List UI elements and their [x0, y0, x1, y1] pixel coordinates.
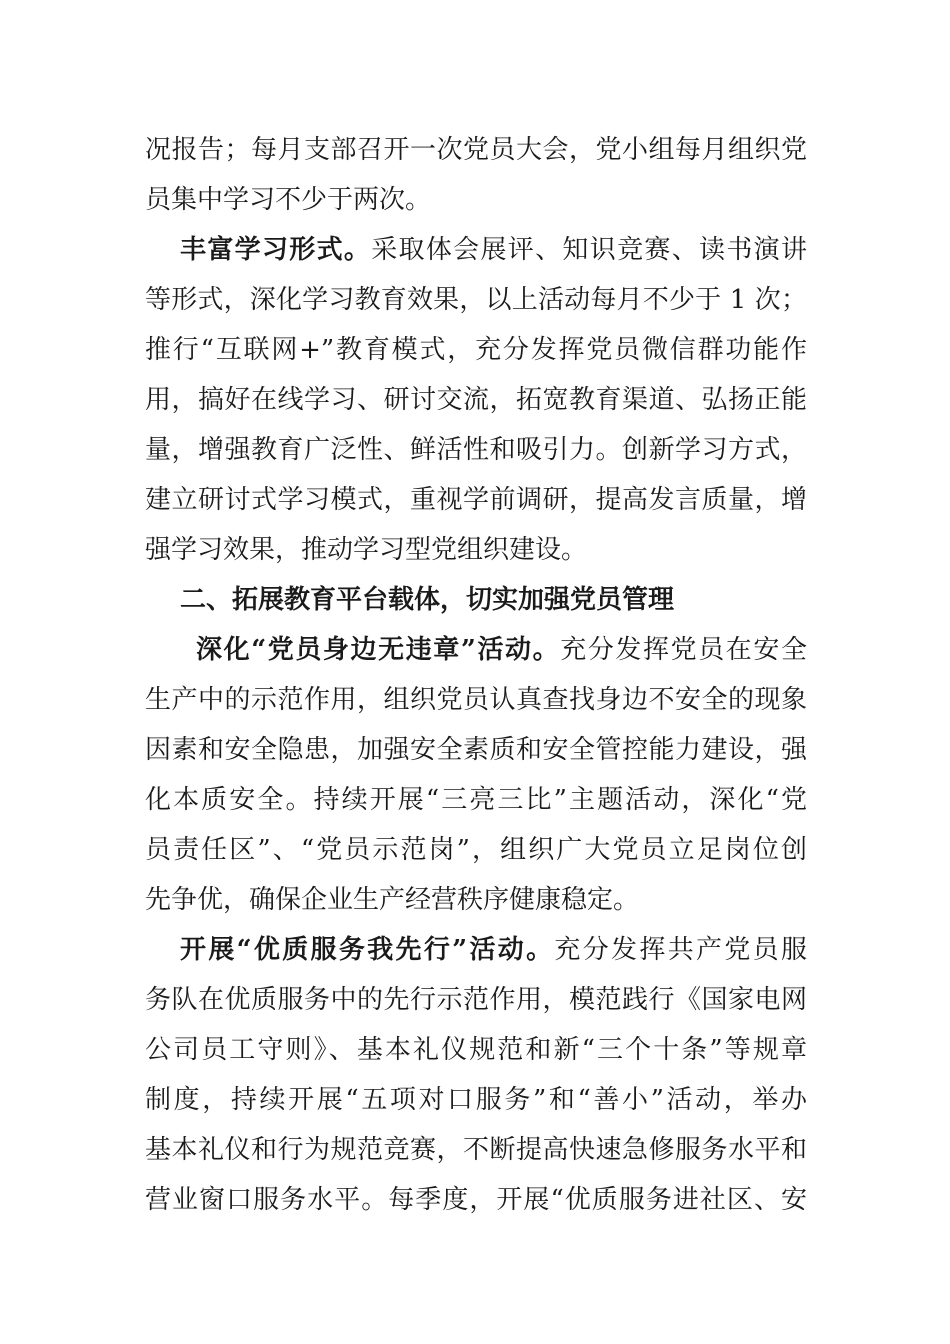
p4-line-4: 制度，持续开展“五项对口服务”和“善小”活动，举办	[145, 1085, 807, 1115]
p2-line-2: 等形式，深化学习教育效果，以上活动每月不少于 1 次；	[145, 285, 807, 315]
p4-line-1	[180, 930, 807, 970]
p2-lead-title: 丰富学习形式。	[180, 235, 372, 265]
p4-lead-title: 开展“优质服务我先行”活动。	[180, 935, 555, 965]
p1-line-1: 况报告；每月支部召开一次党员大会，党小组每月组织党	[145, 135, 807, 165]
p4-line-5: 基本礼仪和行为规范竞赛，不断提高快速急修服务水平和	[145, 1135, 807, 1165]
p4-line-3: 公司员工守则》、基本礼仪规范和新“三个十条”等规章	[145, 1035, 807, 1065]
p3-line-5: 员责任区”、“党员示范岗”，组织广大党员立足岗位创	[145, 835, 807, 865]
section-heading: 二、拓展教育平台载体，切实加强党员管理	[180, 585, 675, 615]
p2-line-1-text: 采取体会展评、知识竞赛、读书演讲	[371, 235, 807, 265]
p3-line-1-text: 充分发挥党员在安全	[560, 635, 807, 665]
p2-line-5: 量，增强教育广泛性、鲜活性和吸引力。创新学习方式，	[145, 435, 807, 465]
p4-line-2: 务队在优质服务中的先行示范作用，模范践行《国家电网	[145, 985, 807, 1015]
p1-line-2: 员集中学习不少于两次。	[145, 185, 432, 215]
p3-lead-title: 深化“党员身边无违章”活动。	[196, 635, 561, 665]
p2-line-7: 强学习效果，推动学习型党组织建设。	[145, 535, 588, 565]
p4-line-6: 营业窗口服务水平。每季度，开展“优质服务进社区、安	[145, 1185, 807, 1215]
p3-line-6: 先争优，确保企业生产经营秩序健康稳定。	[145, 885, 640, 915]
p3-line-4: 化本质安全。持续开展“三亮三比”主题活动，深化“党	[145, 785, 807, 815]
p3-line-2: 生产中的示范作用，组织党员认真查找身边不安全的现象	[145, 685, 807, 715]
p4-line-1-text: 充分发挥共产党员服	[554, 935, 807, 965]
p2-line-6: 建立研讨式学习模式，重视学前调研，提高发言质量，增	[145, 485, 807, 515]
p2-line-1	[180, 230, 807, 270]
p3-line-1	[196, 630, 807, 670]
p3-line-3: 因素和安全隐患，加强安全素质和安全管控能力建设，强	[145, 735, 807, 765]
p2-line-3: 推行“互联网+”教育模式，充分发挥党员微信群功能作	[145, 335, 807, 365]
p2-line-4: 用，搞好在线学习、研讨交流，拓宽教育渠道、弘扬正能	[145, 385, 807, 415]
